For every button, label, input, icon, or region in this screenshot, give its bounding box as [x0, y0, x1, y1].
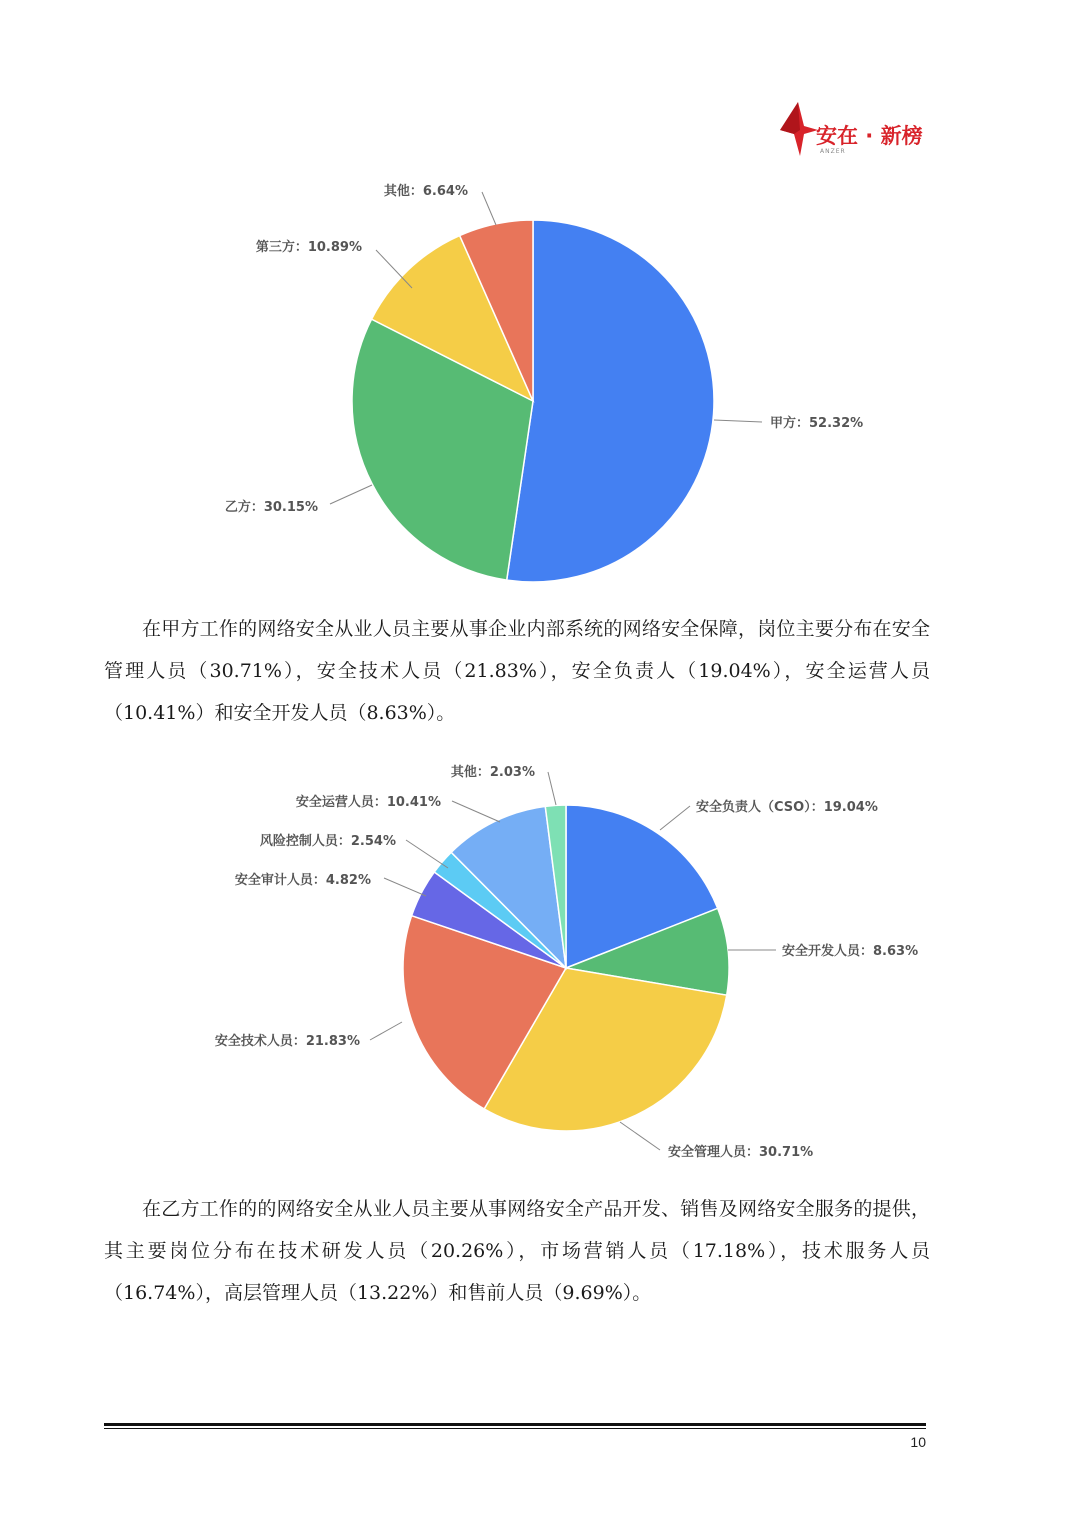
- pie-chart-employer-type: [0, 170, 1080, 590]
- slice-label-2: 安全开发人员：8.63%: [782, 944, 919, 959]
- pie-chart-party-a-roles: [0, 750, 1080, 1170]
- label-leader-line: [370, 1022, 402, 1040]
- pie-slice-1: [507, 220, 714, 582]
- pie-chart-1-svg: [0, 170, 1080, 590]
- label-leader-line: [376, 250, 412, 288]
- slice-label-4: 安全技术人员：21.83%: [214, 1034, 360, 1049]
- slice-label-6: 风险控制人员：2.54%: [259, 834, 396, 849]
- page-number: 10: [910, 1434, 926, 1450]
- label-leader-line: [620, 1122, 660, 1150]
- footer-rule-thin: [104, 1428, 926, 1429]
- label-leader-line: [548, 772, 556, 805]
- logo: [778, 100, 928, 160]
- label-leader-line: [330, 485, 372, 504]
- footer-rule: [104, 1423, 926, 1426]
- slice-label-5: 安全审计人员：4.82%: [234, 873, 371, 888]
- label-leader-line: [452, 801, 500, 822]
- slice-label-1: 甲方：52.32%: [770, 416, 864, 431]
- slice-label-4: 其他：6.64%: [383, 184, 468, 199]
- label-leader-line: [714, 420, 762, 422]
- logo-subtext: ANZER: [820, 148, 846, 155]
- logo-text: 安在 · 新榜: [816, 124, 923, 148]
- slice-label-2: 乙方：30.15%: [224, 500, 318, 515]
- slice-label-8: 其他：2.03%: [450, 765, 535, 780]
- slice-label-7: 安全运营人员：10.41%: [295, 795, 441, 810]
- slice-label-1: 安全负责人（CSO）：19.04%: [696, 800, 878, 815]
- slice-label-3: 安全管理人员：30.71%: [668, 1145, 814, 1160]
- label-leader-line: [660, 806, 690, 830]
- paragraph-party-a: 在甲方工作的网络安全从业人员主要从事企业内部系统的网络安全保障，岗位主要分布在安全管理人员（30.71%），安全技术人员（21.83%），安全负责人（19.04%），安全运营人员（10.41%）和安全开发人员（8.63%）。: [104, 618, 930, 724]
- label-leader-line: [406, 840, 448, 868]
- label-leader-line: [384, 878, 426, 896]
- pie-chart-2-svg: [0, 750, 1080, 1170]
- label-leader-line: [482, 192, 496, 225]
- slice-label-3: 第三方：10.89%: [255, 240, 362, 255]
- paragraph-party-b: 在乙方工作的的网络安全从业人员主要从事网络安全产品开发、销售及网络安全服务的提供，其主要岗位分布在技术研发人员（20.26%），市场营销人员（17.18%），技术服务人员（16.74%），高层管理人员（13.22%）和售前人员（9.69%）。: [104, 1198, 930, 1304]
